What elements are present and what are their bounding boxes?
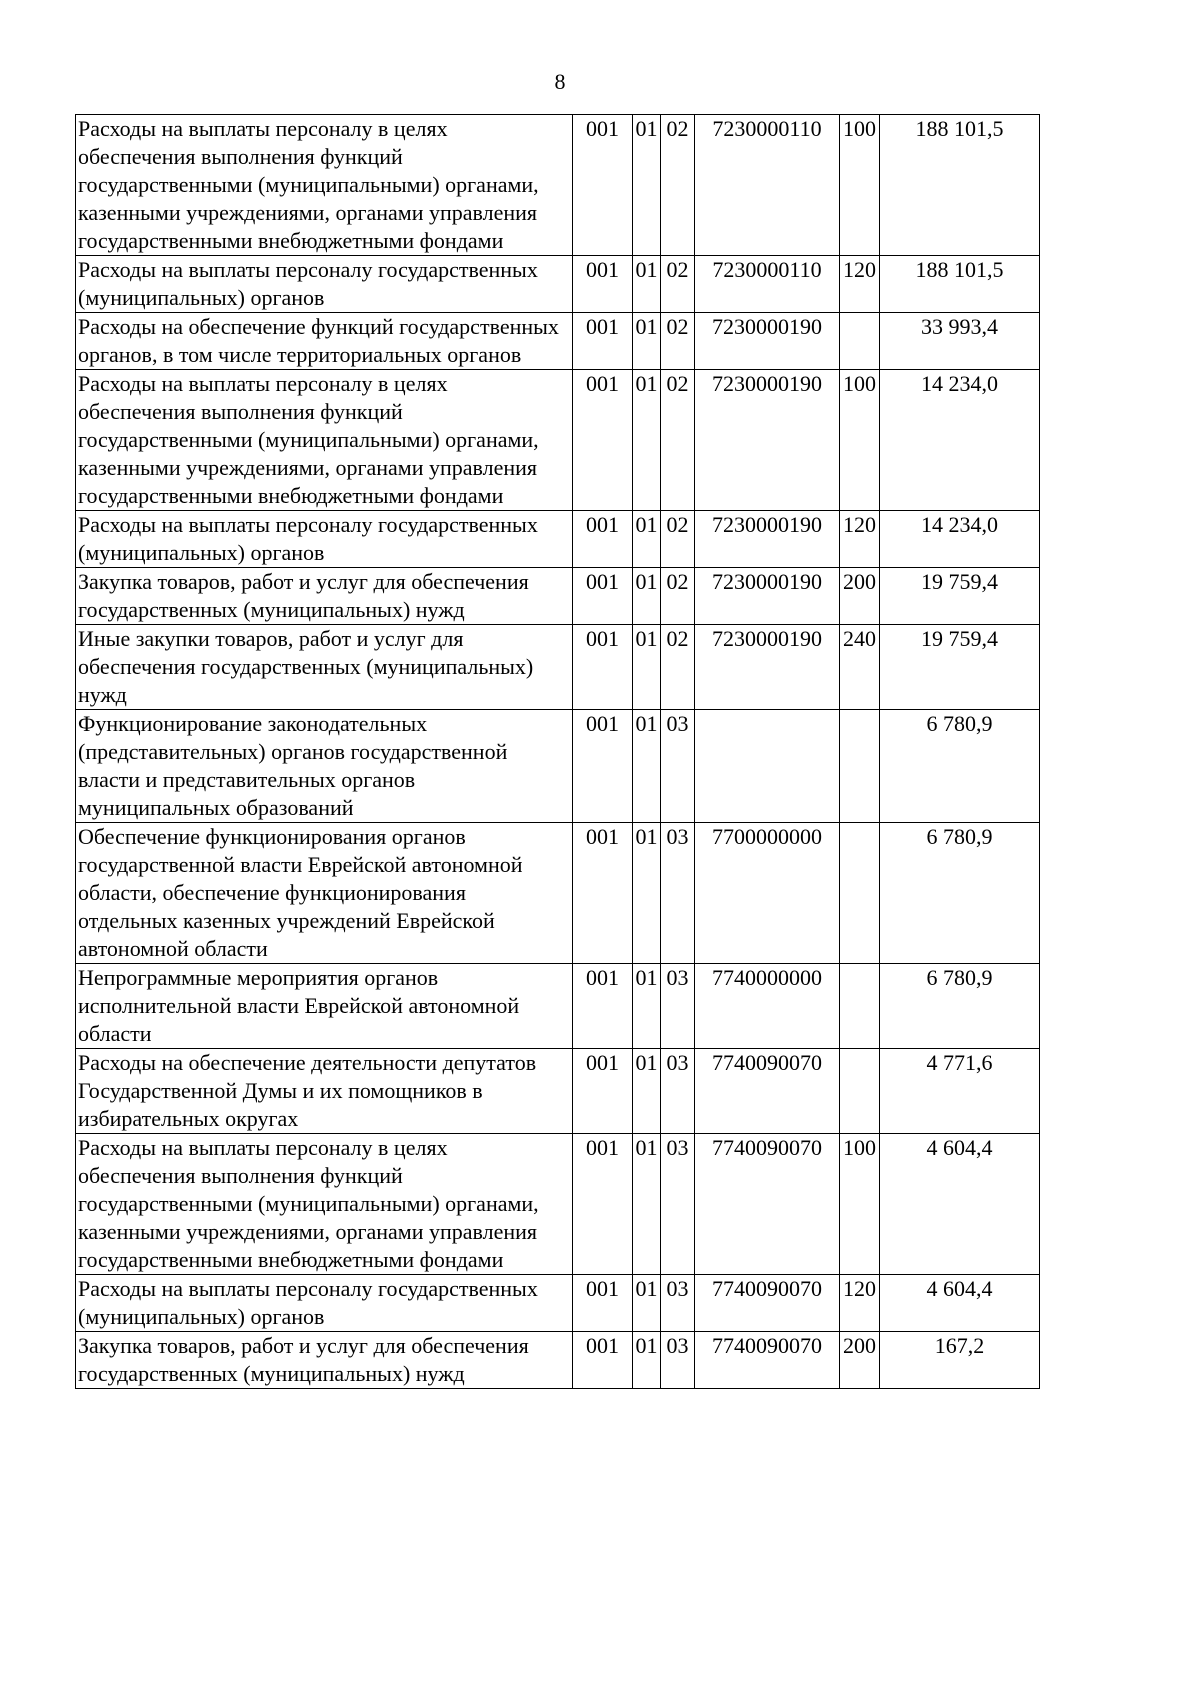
section-cell: 01 [633, 115, 661, 256]
expense-name-cell: Расходы на выплаты персоналу в целях обеспечения выполнения функций государственными (муниципальными) органами, казенными учреждениями, органами управления государственными внебюджетными фондами [76, 115, 573, 256]
amount-cell: 4 604,4 [880, 1134, 1040, 1275]
page-number: 8 [554, 69, 566, 94]
target-article-cell: 7230000190 [695, 625, 840, 710]
ministry-code-cell: 001 [573, 823, 633, 964]
expense-name-cell: Расходы на выплаты персоналу в целях обеспечения выполнения функций государственными (муниципальными) органами, казенными учреждениями, органами управления государственными внебюджетными фондами [76, 1134, 573, 1275]
subsection-cell: 02 [661, 370, 695, 511]
expense-type-cell: 100 [840, 370, 880, 511]
table-row [76, 313, 1040, 370]
subsection-cell: 02 [661, 568, 695, 625]
expense-name-cell: Обеспечение функционирования органов государственной власти Еврейской автономной области, обеспечение функционирования отдельных казенных учреждений Еврейской автономной области [76, 823, 573, 964]
ministry-code-cell: 001 [573, 625, 633, 710]
expense-name-cell: Непрограммные мероприятия органов исполнительной власти Еврейской автономной области [76, 964, 573, 1049]
subsection-cell: 03 [661, 710, 695, 823]
expense-name-cell: Расходы на выплаты персоналу государственных (муниципальных) органов [76, 256, 573, 313]
amount-cell: 167,2 [880, 1332, 1040, 1389]
ministry-code-cell: 001 [573, 1332, 633, 1389]
budget-table [75, 114, 1040, 1389]
subsection-cell: 03 [661, 1049, 695, 1134]
section-cell: 01 [633, 1275, 661, 1332]
amount-cell: 14 234,0 [880, 370, 1040, 511]
target-article-cell: 7740000000 [695, 964, 840, 1049]
expense-type-cell [840, 964, 880, 1049]
subsection-cell: 03 [661, 823, 695, 964]
expense-type-cell [840, 710, 880, 823]
section-cell: 01 [633, 568, 661, 625]
expense-type-cell [840, 313, 880, 370]
subsection-cell: 03 [661, 1134, 695, 1275]
subsection-cell: 03 [661, 1275, 695, 1332]
section-cell: 01 [633, 370, 661, 511]
amount-cell: 19 759,4 [880, 625, 1040, 710]
amount-cell: 14 234,0 [880, 511, 1040, 568]
amount-cell: 4 604,4 [880, 1275, 1040, 1332]
expense-name-cell: Закупка товаров, работ и услуг для обеспечения государственных (муниципальных) нужд [76, 568, 573, 625]
expense-type-cell: 120 [840, 1275, 880, 1332]
subsection-cell: 02 [661, 115, 695, 256]
target-article-cell: 7740090070 [695, 1134, 840, 1275]
ministry-code-cell: 001 [573, 964, 633, 1049]
table-row [76, 964, 1040, 1049]
target-article-cell: 7230000190 [695, 370, 840, 511]
table-row [76, 511, 1040, 568]
section-cell: 01 [633, 823, 661, 964]
target-article-cell: 7230000110 [695, 115, 840, 256]
expense-type-cell: 240 [840, 625, 880, 710]
expense-name-cell: Расходы на обеспечение деятельности депутатов Государственной Думы и их помощников в избирательных округах [76, 1049, 573, 1134]
expense-name-cell: Расходы на выплаты персоналу государственных (муниципальных) органов [76, 1275, 573, 1332]
section-cell: 01 [633, 625, 661, 710]
subsection-cell: 02 [661, 256, 695, 313]
target-article-cell: 7230000190 [695, 568, 840, 625]
target-article-cell [695, 710, 840, 823]
target-article-cell: 7230000110 [695, 256, 840, 313]
amount-cell: 6 780,9 [880, 710, 1040, 823]
target-article-cell: 7740090070 [695, 1049, 840, 1134]
amount-cell: 188 101,5 [880, 256, 1040, 313]
target-article-cell: 7230000190 [695, 313, 840, 370]
subsection-cell: 03 [661, 1332, 695, 1389]
ministry-code-cell: 001 [573, 115, 633, 256]
ministry-code-cell: 001 [573, 370, 633, 511]
expense-type-cell: 200 [840, 1332, 880, 1389]
section-cell: 01 [633, 511, 661, 568]
expense-name-cell: Функционирование законодательных (представительных) органов государственной власти и представительных органов муниципальных образований [76, 710, 573, 823]
section-cell: 01 [633, 313, 661, 370]
section-cell: 01 [633, 1134, 661, 1275]
ministry-code-cell: 001 [573, 511, 633, 568]
expense-name-cell: Иные закупки товаров, работ и услуг для обеспечения государственных (муниципальных) нужд [76, 625, 573, 710]
expense-name-cell: Расходы на выплаты персоналу государственных (муниципальных) органов [76, 511, 573, 568]
subsection-cell: 03 [661, 964, 695, 1049]
target-article-cell: 7740090070 [695, 1332, 840, 1389]
expense-type-cell: 100 [840, 115, 880, 256]
ministry-code-cell: 001 [573, 313, 633, 370]
table-row [76, 625, 1040, 710]
table-row [76, 823, 1040, 964]
subsection-cell: 02 [661, 511, 695, 568]
table-row [76, 1134, 1040, 1275]
subsection-cell: 02 [661, 313, 695, 370]
table-row [76, 115, 1040, 256]
section-cell: 01 [633, 1332, 661, 1389]
target-article-cell: 7230000190 [695, 511, 840, 568]
section-cell: 01 [633, 964, 661, 1049]
expense-name-cell: Расходы на обеспечение функций государственных органов, в том числе территориальных органов [76, 313, 573, 370]
target-article-cell: 7740090070 [695, 1275, 840, 1332]
expense-type-cell: 120 [840, 256, 880, 313]
expense-type-cell: 100 [840, 1134, 880, 1275]
section-cell: 01 [633, 256, 661, 313]
ministry-code-cell: 001 [573, 710, 633, 823]
section-cell: 01 [633, 1049, 661, 1134]
ministry-code-cell: 001 [573, 1134, 633, 1275]
amount-cell: 33 993,4 [880, 313, 1040, 370]
ministry-code-cell: 001 [573, 1049, 633, 1134]
table-row [76, 370, 1040, 511]
expense-type-cell [840, 1049, 880, 1134]
ministry-code-cell: 001 [573, 1275, 633, 1332]
expense-name-cell: Закупка товаров, работ и услуг для обеспечения государственных (муниципальных) нужд [76, 1332, 573, 1389]
table-row [76, 710, 1040, 823]
table-row [76, 1275, 1040, 1332]
amount-cell: 188 101,5 [880, 115, 1040, 256]
table-row [76, 568, 1040, 625]
amount-cell: 19 759,4 [880, 568, 1040, 625]
amount-cell: 6 780,9 [880, 823, 1040, 964]
ministry-code-cell: 001 [573, 568, 633, 625]
expense-name-cell: Расходы на выплаты персоналу в целях обеспечения выполнения функций государственными (муниципальными) органами, казенными учреждениями, органами управления государственными внебюджетными фондами [76, 370, 573, 511]
subsection-cell: 02 [661, 625, 695, 710]
table-row [76, 1332, 1040, 1389]
expense-type-cell: 200 [840, 568, 880, 625]
ministry-code-cell: 001 [573, 256, 633, 313]
table-row [76, 1049, 1040, 1134]
table-row [76, 256, 1040, 313]
section-cell: 01 [633, 710, 661, 823]
target-article-cell: 7700000000 [695, 823, 840, 964]
budget-table-body [76, 115, 1040, 1389]
amount-cell: 6 780,9 [880, 964, 1040, 1049]
amount-cell: 4 771,6 [880, 1049, 1040, 1134]
expense-type-cell: 120 [840, 511, 880, 568]
expense-type-cell [840, 823, 880, 964]
